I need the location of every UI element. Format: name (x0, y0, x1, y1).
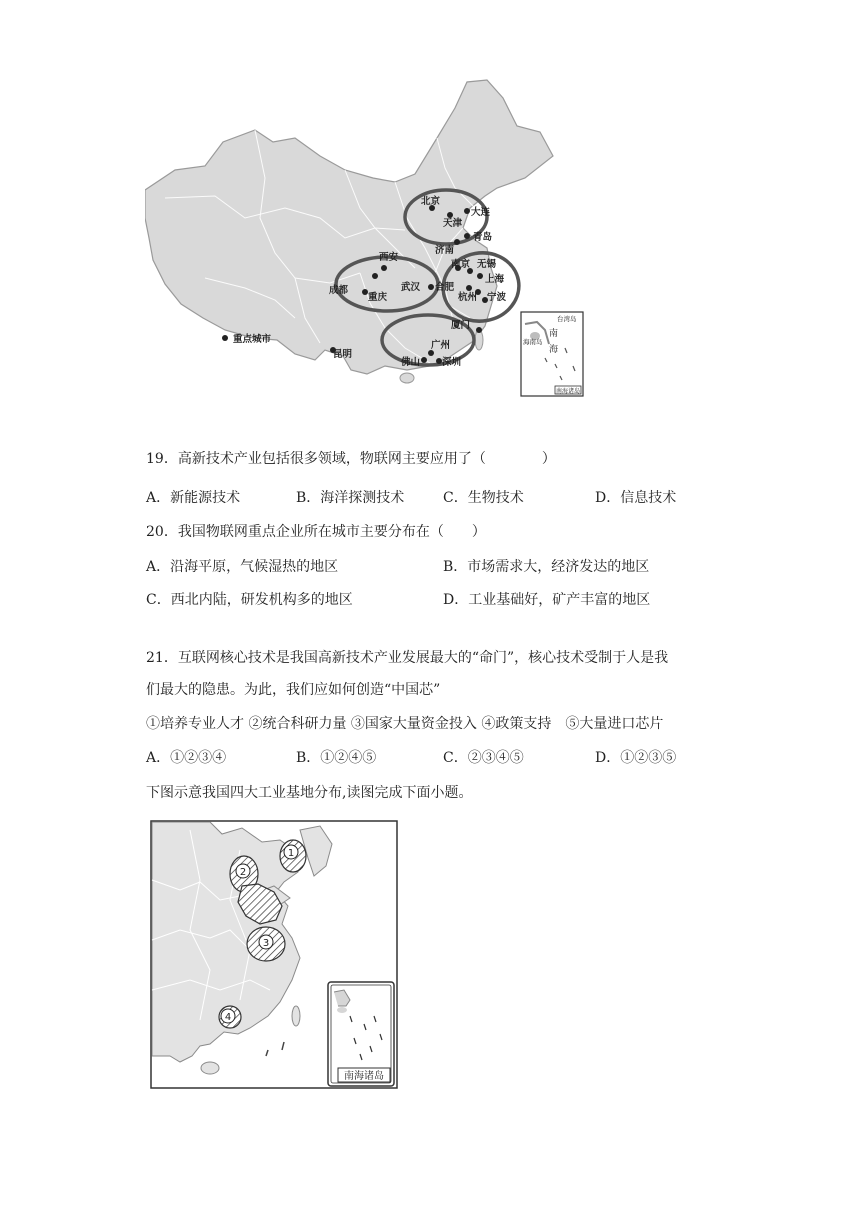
city-xian: 西安 (379, 252, 399, 263)
q20-option-d[interactable]: D．工业基础好，矿产丰富的地区 (443, 592, 651, 608)
q21-option-d[interactable]: D．①②③⑤ (595, 750, 677, 766)
q19-option-b[interactable]: B．海洋探测技术 (296, 490, 405, 506)
industrial-bases-map (150, 820, 398, 1090)
city-guangzhou: 广州 (431, 340, 451, 351)
q20-option-b[interactable]: B．市场需求大，经济发达的地区 (443, 559, 650, 575)
legend-key-city: 重点城市 (233, 334, 272, 345)
q19-option-a[interactable]: A．新能源技术 (146, 490, 241, 506)
city-tianjin: 天津 (443, 218, 463, 229)
q20-option-a[interactable]: A．沿海平原，气候湿热的地区 (146, 559, 339, 575)
inset-hainan-label: 海南岛 (523, 338, 543, 346)
inset-sea-label-1: 南 (549, 329, 559, 339)
inset-islands-label: 南海诸岛 (556, 388, 581, 395)
base-label-3: 3 (262, 938, 270, 949)
china-high-tech-cities-map (145, 78, 585, 398)
city-shanghai: 上海 (485, 274, 505, 285)
city-chengdu: 成都 (329, 285, 349, 296)
city-dalian: 大连 (471, 207, 491, 218)
q20-option-c[interactable]: C．西北内陆，研发机构多的地区 (146, 592, 353, 608)
city-chongqing: 重庆 (368, 292, 388, 303)
city-jinan: 济南 (435, 245, 455, 256)
city-xiamen: 厦门 (451, 320, 471, 331)
question-21-stem-line1: 21．互联网核心技术是我国高新技术产业发展最大的“命门”，核心技术受制于人是我 (146, 650, 669, 666)
south-china-sea-inset-2 (328, 982, 394, 1086)
city-beijing: 北京 (421, 196, 441, 207)
city-nanjing: 南京 (451, 259, 471, 270)
city-ningbo: 宁波 (487, 292, 507, 303)
base-label-4: 4 (224, 1012, 232, 1023)
base-label-2: 2 (239, 867, 247, 878)
inset-islands-label-2: 南海诸岛 (344, 1071, 384, 1082)
city-kunming: 昆明 (333, 349, 353, 360)
q19-option-c[interactable]: C．生物技术 (443, 490, 524, 506)
question-21-stem-line2: 们最大的隐患。为此，我们应如何创造“中国芯” (146, 682, 441, 698)
city-hangzhou: 杭州 (458, 292, 478, 303)
city-shenzhen: 深圳 (442, 357, 462, 368)
question-19-stem: 19．高新技术产业包括很多领域，物联网主要应用了（ ） (146, 451, 556, 467)
inset-taiwan-label: 台湾岛 (557, 315, 577, 323)
q21-option-b[interactable]: B．①②④⑤ (296, 750, 377, 766)
inset-sea-label-2: 海 (549, 345, 559, 355)
map2-intro: 下图示意我国四大工业基地分布,读图完成下面小题。 (146, 785, 473, 801)
base-label-1: 1 (287, 848, 295, 859)
q21-option-c[interactable]: C．②③④⑤ (443, 750, 524, 766)
city-qingdao: 青岛 (473, 232, 493, 243)
question-20-stem: 20．我国物联网重点企业所在城市主要分布在（ ） (146, 524, 486, 540)
south-china-sea-inset (521, 312, 583, 396)
city-hefei: 合肥 (435, 282, 455, 293)
city-foshan: 佛山 (401, 357, 421, 368)
q19-option-d[interactable]: D．信息技术 (595, 490, 677, 506)
city-wuxi: 无锡 (477, 259, 497, 270)
question-21-items: ①培养专业人才 ②统合科研力量 ③国家大量资金投入 ④政策支持 ⑤大量进口芯片 (146, 716, 664, 732)
city-wuhan: 武汉 (401, 282, 421, 293)
q21-option-a[interactable]: A．①②③④ (146, 750, 227, 766)
